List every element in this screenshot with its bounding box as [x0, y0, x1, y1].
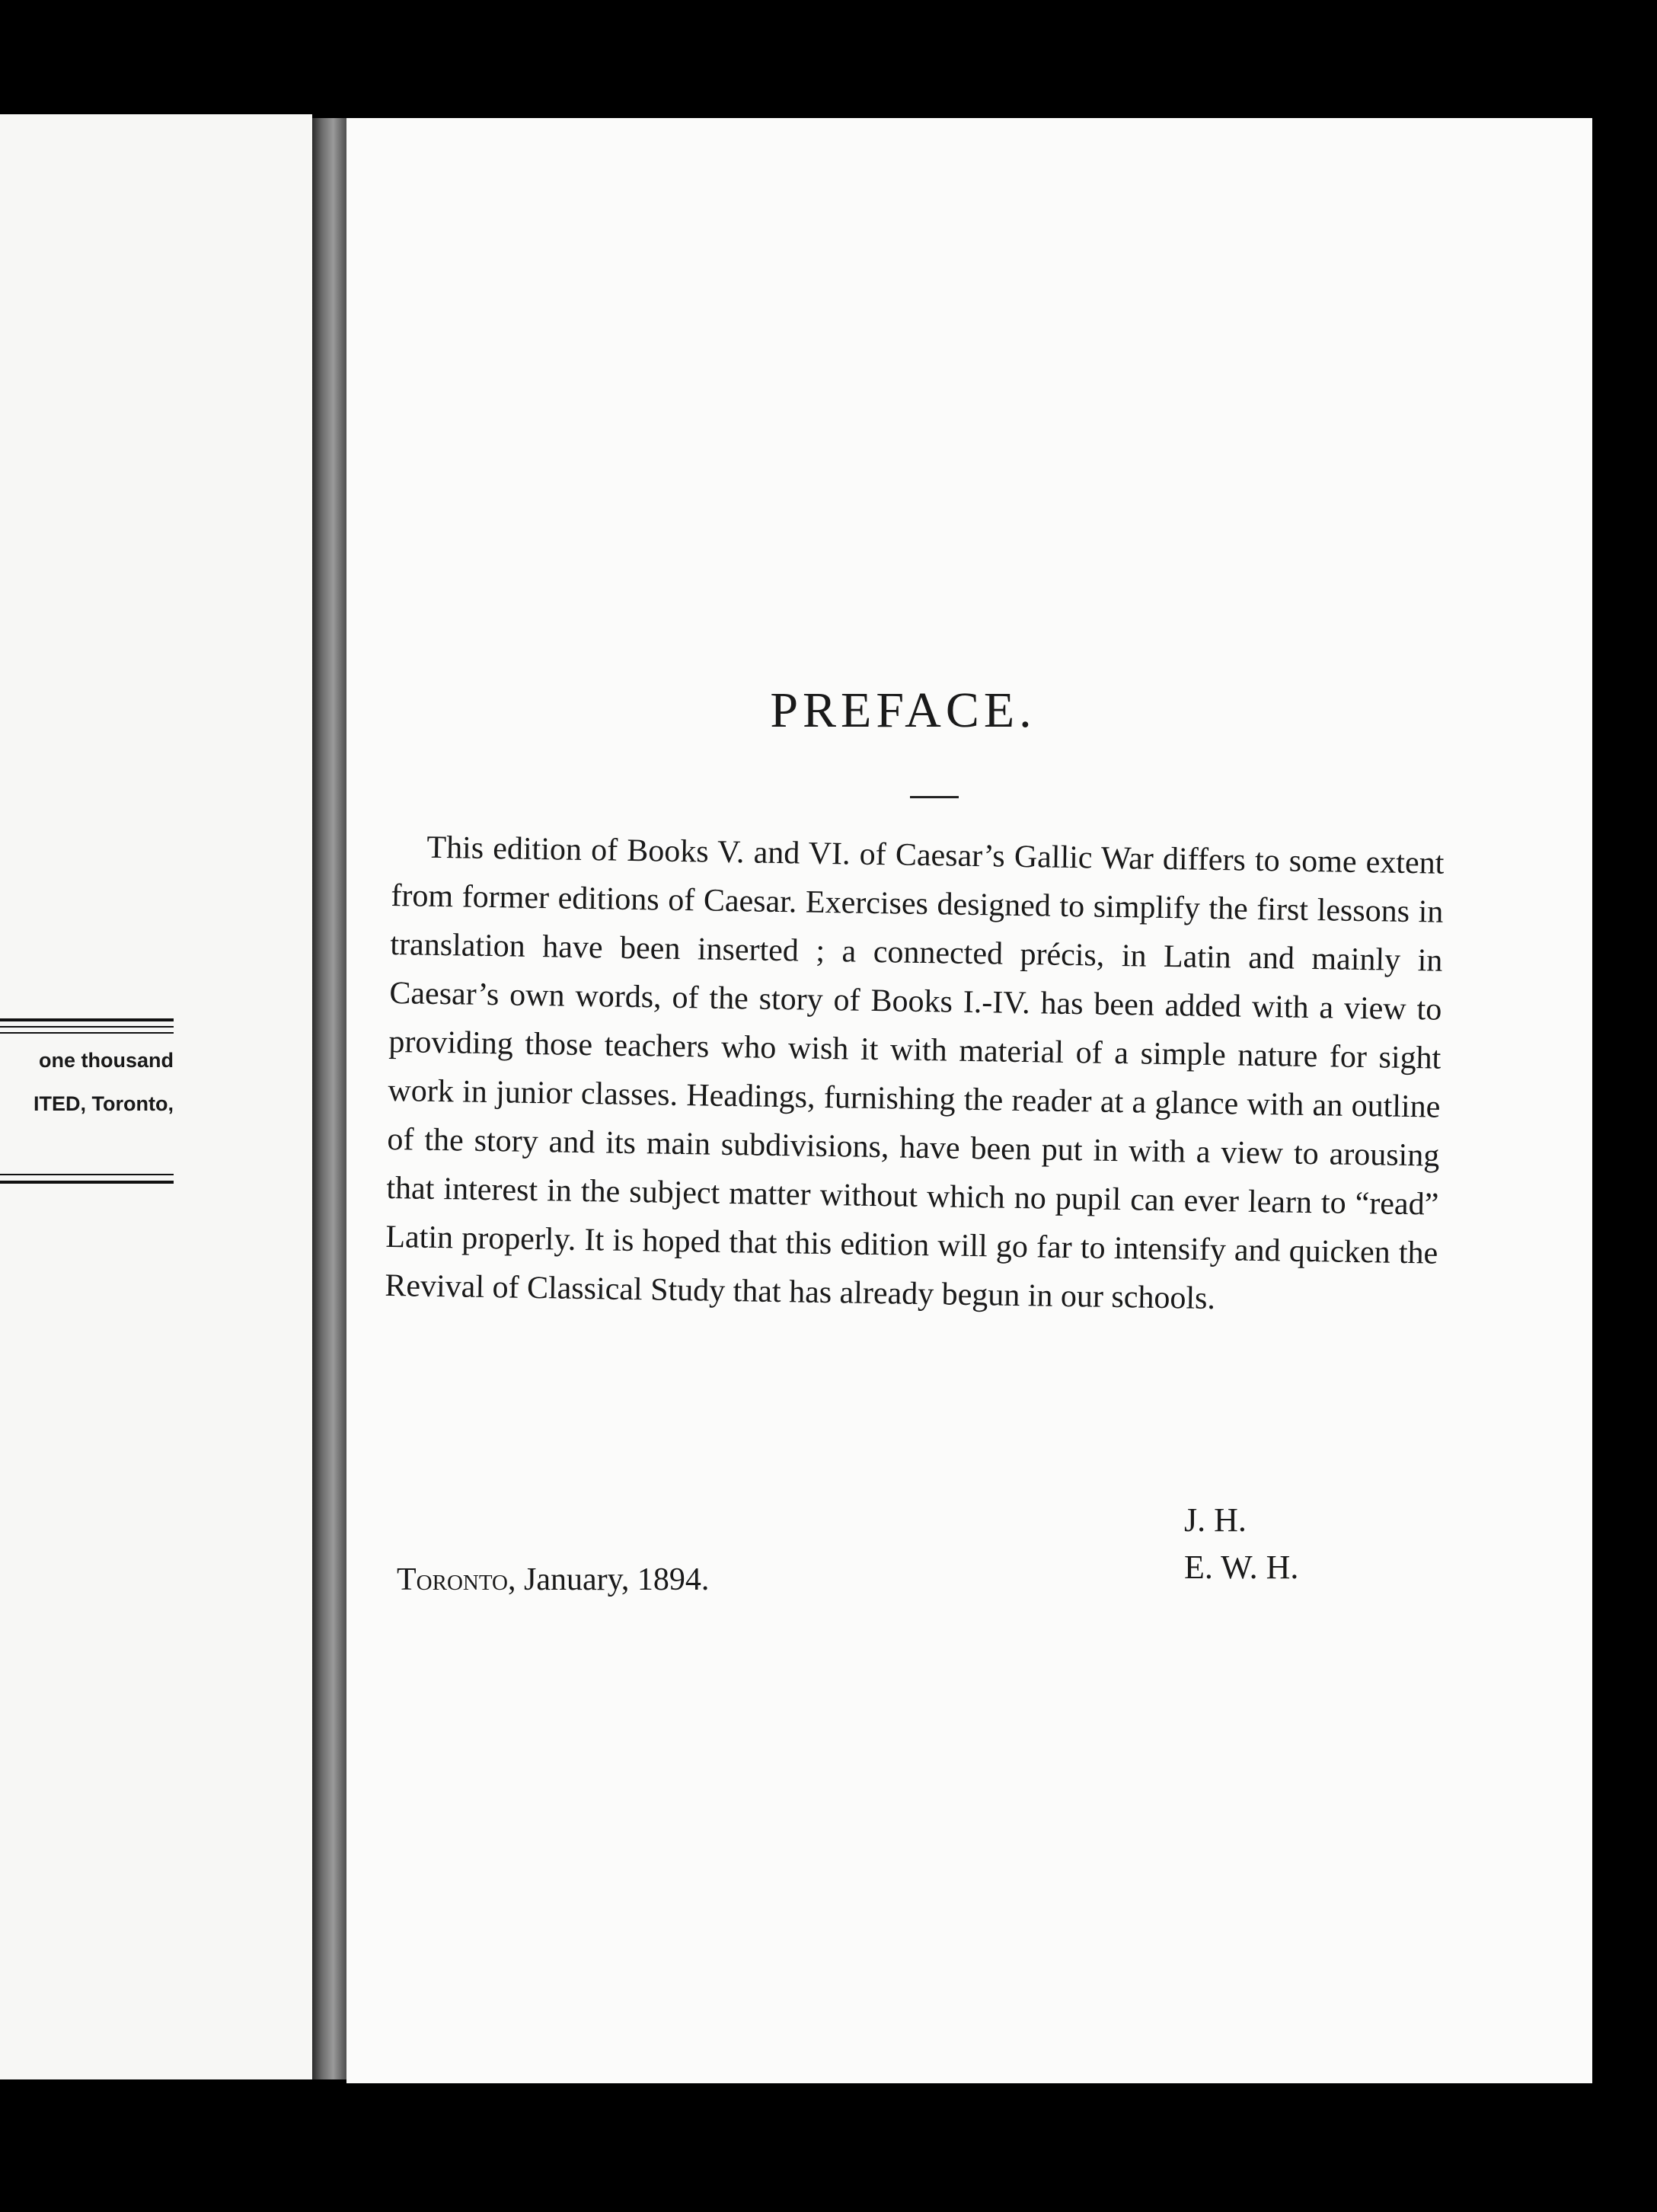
place: Toronto,	[397, 1562, 516, 1597]
title-divider	[910, 796, 959, 798]
double-rule-top	[0, 1018, 174, 1021]
double-rule-top	[0, 1032, 174, 1034]
double-rule-bottom	[0, 1181, 174, 1184]
double-rule-bottom	[0, 1174, 174, 1175]
preface-paragraph: This edition of Books V. and VI. of Caesar’s Gallic War differs to some extent from former editions of Caesar. Exercises designed to simplify the first lessons in translation have been inserted ; a connected précis, in Latin and mainly in Caesar’s own words, of the story of Books I.-IV. has been added with a view to providing those teachers who wish it with material of a simple nature for sight work in junior classes. Headings, furnishing the reader at a glance with an outline of the story and its main subdivisions, have been put in with a view to arousing that interest in the subject matter without which no pupil can ever learn to “read” Latin properly. It is hoped that this edition will go far to intensify and quicken the Revival of Classical Study that has already begun in our schools.	[385, 830, 1445, 1317]
place-and-date	[397, 1562, 709, 1598]
right-page-preface	[346, 118, 1592, 2083]
book-gutter	[312, 118, 350, 2079]
left-facing-page	[0, 114, 312, 2079]
double-rule-top	[0, 1026, 174, 1028]
page-title: PREFACE.	[770, 682, 1036, 738]
preface-body	[385, 823, 1445, 1327]
left-page-line-2: ITED, Toronto,	[34, 1092, 174, 1115]
left-page-line-1: one thousand	[39, 1049, 174, 1072]
initials-line-2: E. W. H.	[1184, 1549, 1299, 1586]
signature-initials	[1184, 1497, 1298, 1591]
initials-line-1: J. H.	[1184, 1501, 1247, 1539]
date: January, 1894.	[523, 1562, 710, 1597]
